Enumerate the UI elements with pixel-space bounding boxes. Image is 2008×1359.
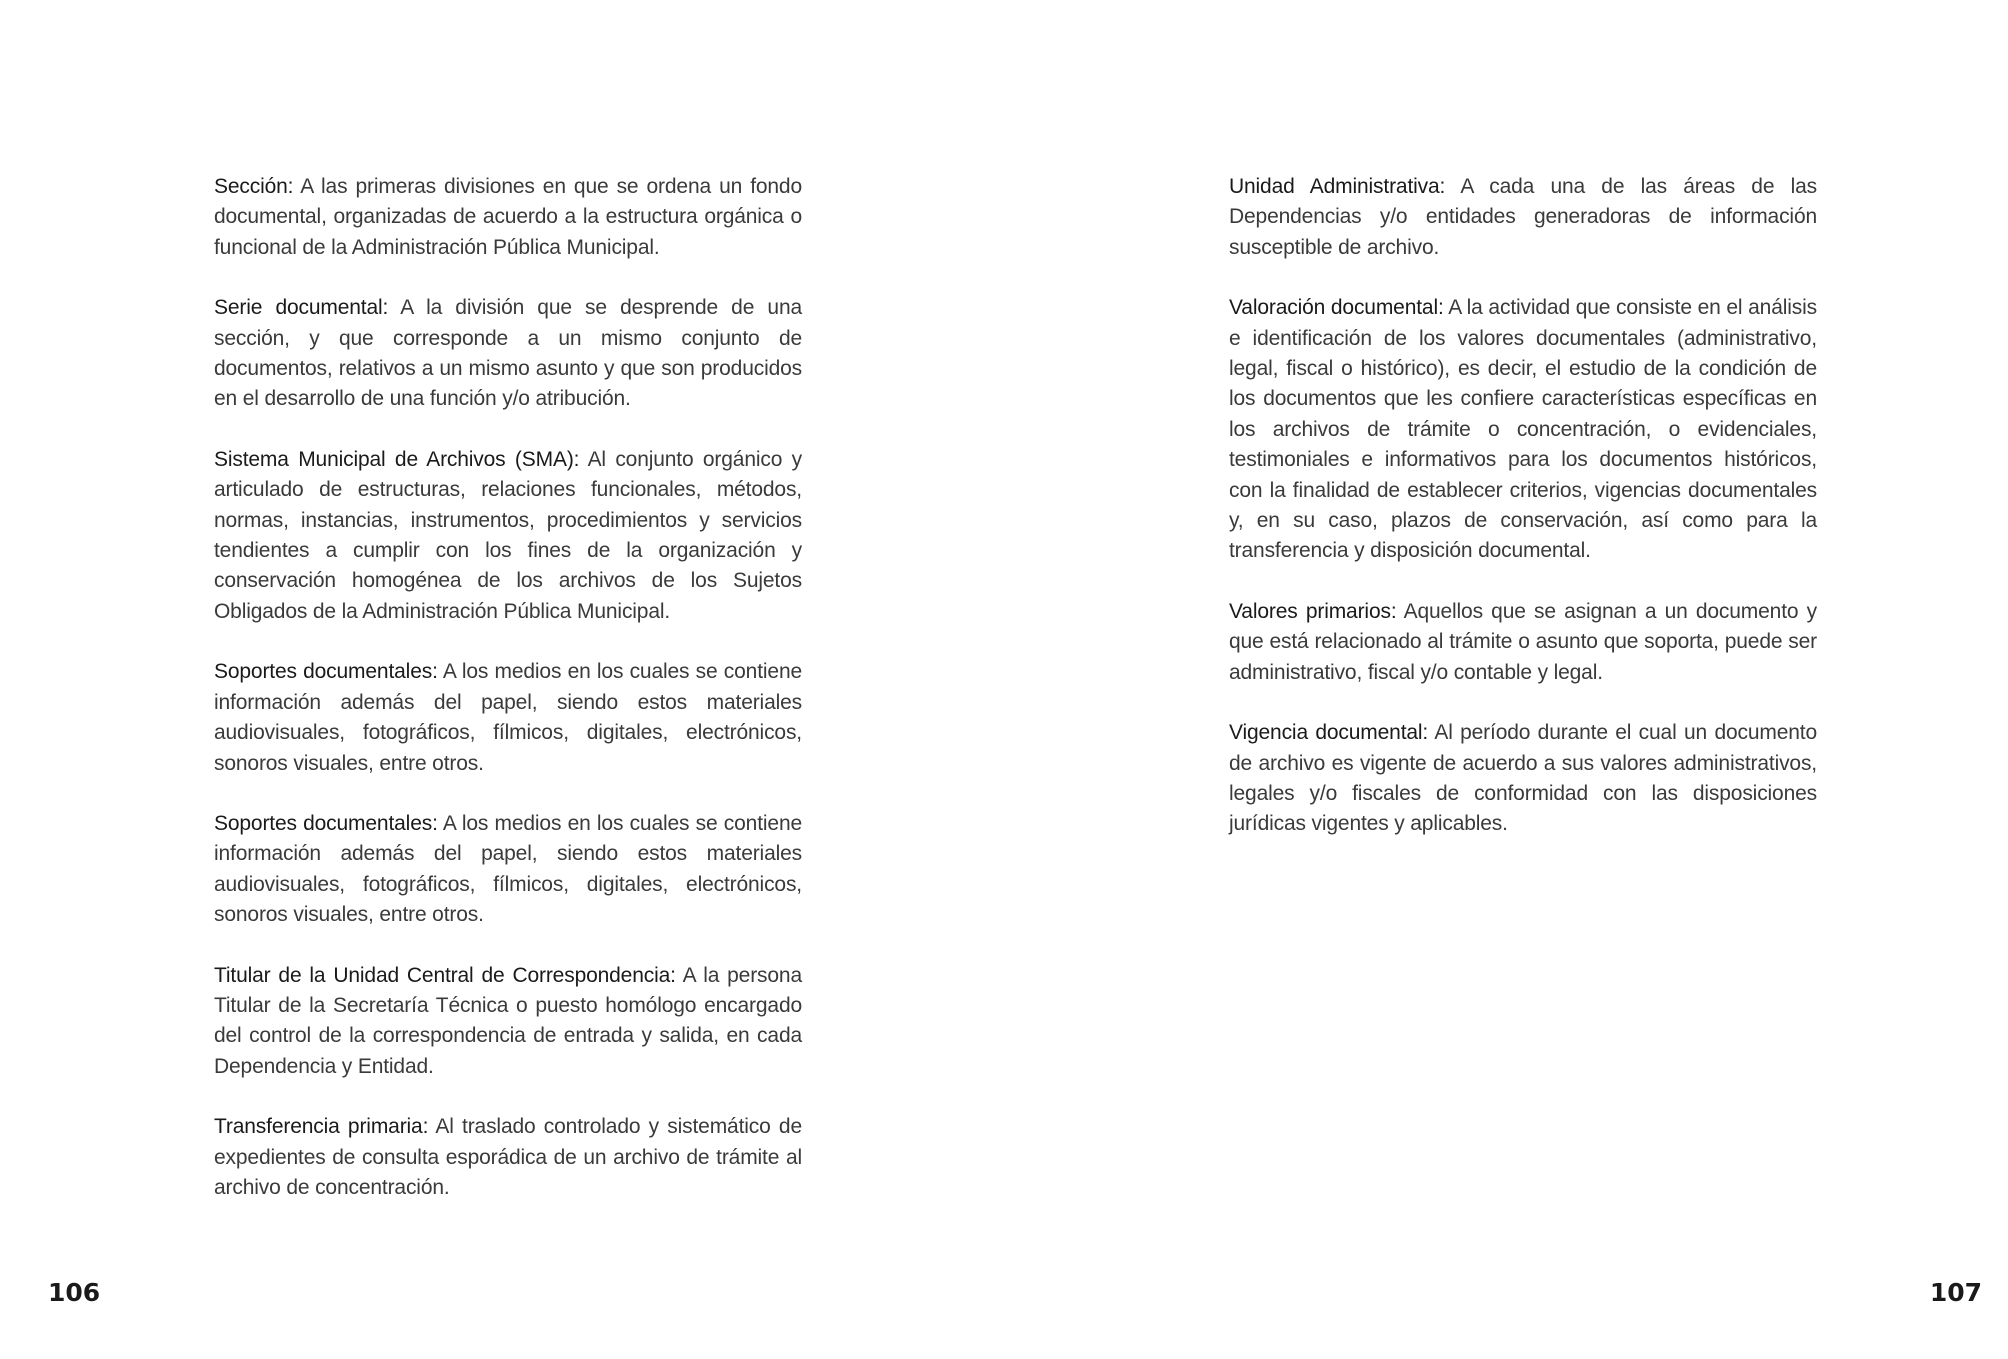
page-number-left: 106 [48,1278,101,1307]
glossary-definition: Al período durante el cual un documento de archivo es vigente de acuerdo a sus valores administrativos, legales y/o fiscales de conformidad con las disposiciones jurídicas vigentes y aplicables. [1229,721,1817,836]
glossary-entry [214,809,802,931]
glossary-entry [1229,597,1817,688]
glossary-definition: A los medios en los cuales se contiene información además del papel, siendo estos materiales audiovisuales, fotográficos, fílmicos, digitales, electrónicos, sonoros visuales, entre otros. [214,660,802,775]
glossary-term: Valoración documental: [1229,296,1444,320]
glossary-entry [1229,293,1817,567]
glossary-definition: A los medios en los cuales se contiene información además del papel, siendo estos materiales audiovisuales, fotográficos, fílmicos, digitales, electrónicos, sonoros visuales, entre otros. [214,811,802,927]
glossary-term: Transferencia primaria: [214,1115,429,1139]
glossary-term: Valores primarios: [1229,599,1397,623]
glossary-term: Titular de la Unidad Central de Correspondencia: [214,963,676,987]
glossary-entry [1229,718,1817,840]
glossary-term: Sección: [214,175,294,198]
glossary-entry [214,445,802,627]
glossary-term: Unidad Administrativa: [1229,175,1446,198]
glossary-definition: Aquellos que se asignan a un documento y que está relacionado al trámite o asunto que soporta, puede ser administrativo, fiscal y/o contable y legal. [1229,599,1817,684]
left-page-column [214,172,802,1233]
glossary-term: Soportes documentales: [214,811,438,835]
glossary-definition: A la persona Titular de la Secretaría Técnica o puesto homólogo encargado del control de la correspondencia de entrada y salida, en cada Dependencia y Entidad. [214,963,802,1078]
glossary-definition: A la actividad que consiste en el análisis e identificación de los valores documentales (administrativo, legal, fiscal o histórico), es decir, el estudio de la condición de los documentos que les confiere características específicas en los archivos de trámite o concentración, o evidenciales, testimoniales e informativos para los documentos históricos, con la finalidad de establecer criterios, vigencias documentales y, en su caso, plazos de conservación, así como para la transferencia y disposición documental. [1229,296,1817,563]
glossary-entry [214,1112,802,1203]
glossary-term: Serie documental: [214,296,389,320]
glossary-entry [1229,172,1817,263]
glossary-definition: Al traslado controlado y sistemático de expedientes de consulta esporádica de un archivo de trámite al archivo de concentración. [214,1115,802,1199]
glossary-entry [214,293,802,415]
right-page-column [1229,172,1817,870]
glossary-term: Soportes documentales: [214,660,438,684]
glossary-entry [214,961,802,1083]
glossary-definition: Al conjunto orgánico y articulado de estructuras, relaciones funcionales, métodos, normas, instancias, instrumentos, procedimientos y servicios tendientes a cumplir con los fines de la organización y conservación homogénea de los archivos de los Sujetos Obligados de la Administración Pública Municipal. [214,447,802,623]
page-number-right: 107 [1929,1278,1982,1307]
glossary-entry [214,657,802,779]
glossary-definition: A las primeras divisiones en que se ordena un fondo documental, organizadas de acuerdo a la estructura orgánica o funcional de la Administración Pública Municipal. [214,175,802,259]
glossary-definition: A la división que se desprende de una sección, y que corresponde a un mismo conjunto de documentos, relativos a un mismo asunto y que son producidos en el desarrollo de una función y/o atribución. [214,296,802,411]
glossary-term: Vigencia documental: [1229,721,1429,745]
glossary-entry [214,172,802,263]
glossary-term: Sistema Municipal de Archivos (SMA): [214,447,580,471]
glossary-definition: A cada una de las áreas de las Dependencias y/o entidades generadoras de información susceptible de archivo. [1229,175,1818,259]
